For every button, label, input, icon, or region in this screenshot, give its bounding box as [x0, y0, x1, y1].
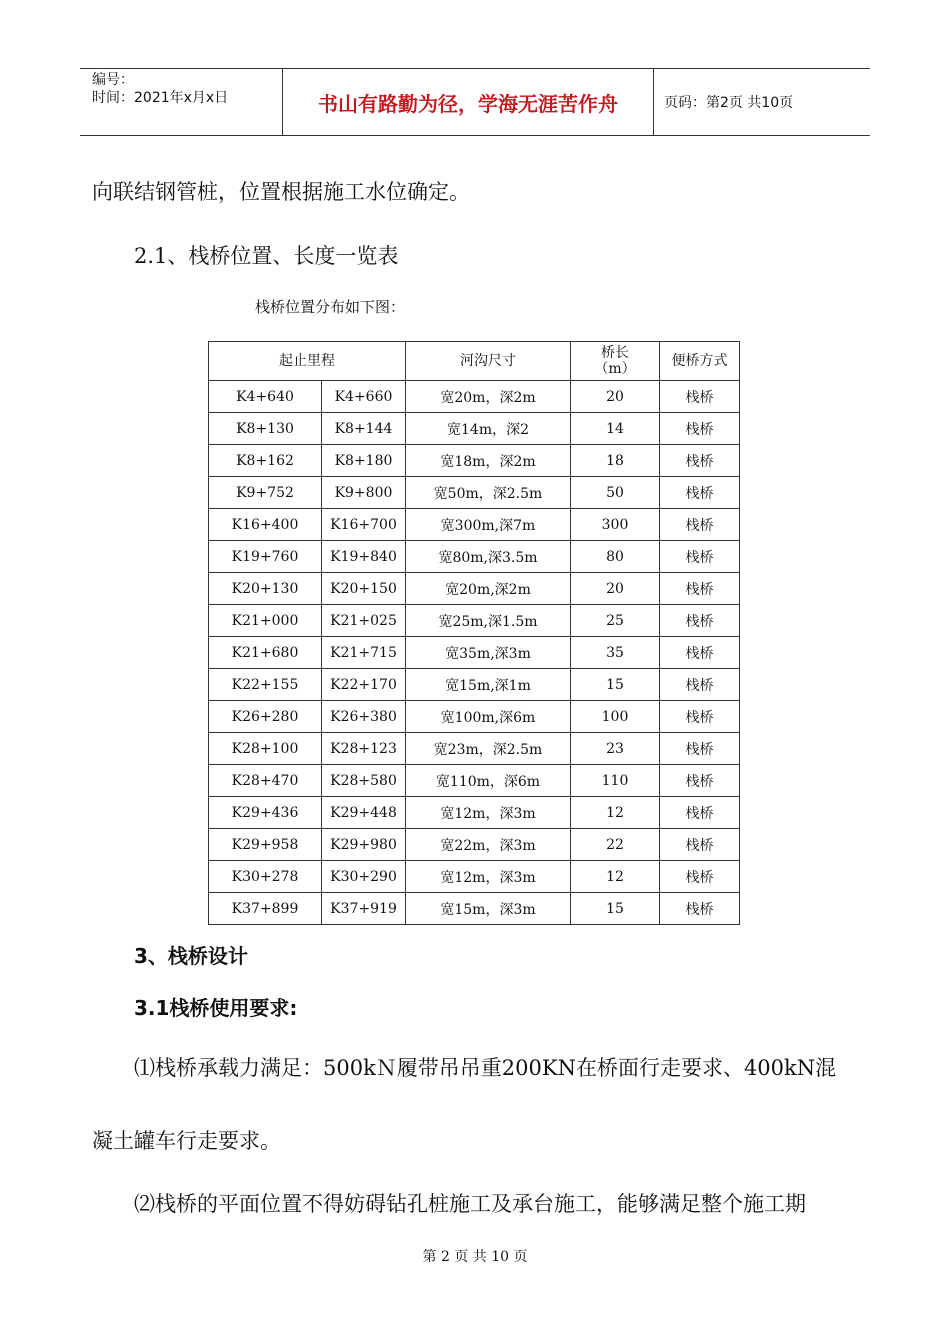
- cell-bridge-type: 栈桥: [660, 445, 740, 477]
- cell-end-mileage: K16+700: [322, 509, 406, 541]
- cell-start-mileage: K19+760: [209, 541, 322, 573]
- document-header: [80, 68, 870, 136]
- cell-start-mileage: K16+400: [209, 509, 322, 541]
- table-row: [209, 573, 740, 605]
- table-body: [209, 381, 740, 925]
- cell-end-mileage: K9+800: [322, 477, 406, 509]
- cell-end-mileage: K8+144: [322, 413, 406, 445]
- cell-start-mileage: K4+640: [209, 381, 322, 413]
- requirement-2-line-1: ⑵栈桥的平面位置不得妨碍钻孔桩施工及承台施工，能够满足整个施工期: [134, 1192, 806, 1216]
- cell-bridge-type: 栈桥: [660, 861, 740, 893]
- cell-start-mileage: K21+680: [209, 637, 322, 669]
- cell-end-mileage: K19+840: [322, 541, 406, 573]
- cell-bridge-length: 12: [571, 861, 660, 893]
- cell-ditch-size: 宽15m,深1m: [406, 669, 571, 701]
- cell-end-mileage: K20+150: [322, 573, 406, 605]
- cell-bridge-type: 栈桥: [660, 637, 740, 669]
- cell-bridge-length: 300: [571, 509, 660, 541]
- header-meta: [80, 69, 282, 135]
- cell-start-mileage: K29+958: [209, 829, 322, 861]
- cell-bridge-type: 栈桥: [660, 605, 740, 637]
- cell-bridge-length: 18: [571, 445, 660, 477]
- cell-bridge-length: 100: [571, 701, 660, 733]
- cell-bridge-length: 20: [571, 381, 660, 413]
- cell-bridge-type: 栈桥: [660, 413, 740, 445]
- cell-ditch-size: 宽80m,深3.5m: [406, 541, 571, 573]
- cell-ditch-size: 宽50m，深2.5m: [406, 477, 571, 509]
- cell-end-mileage: K29+448: [322, 797, 406, 829]
- cell-end-mileage: K28+580: [322, 765, 406, 797]
- section-heading-3-1: 3.1栈桥使用要求:: [134, 996, 298, 1020]
- cell-ditch-size: 宽35m,深3m: [406, 637, 571, 669]
- header-bridge-type-text: 便桥方式: [671, 353, 728, 369]
- cell-bridge-type: 栈桥: [660, 477, 740, 509]
- page-footer: 第 2 页 共 10 页: [422, 1249, 528, 1265]
- cell-start-mileage: K29+436: [209, 797, 322, 829]
- cell-ditch-size: 宽12m，深3m: [406, 861, 571, 893]
- table-row: [209, 733, 740, 765]
- cell-end-mileage: K21+715: [322, 637, 406, 669]
- table-row: [209, 797, 740, 829]
- table-header-row: [209, 342, 740, 381]
- cell-end-mileage: K26+380: [322, 701, 406, 733]
- cell-start-mileage: K37+899: [209, 893, 322, 925]
- cell-start-mileage: K21+000: [209, 605, 322, 637]
- cell-bridge-length: 15: [571, 893, 660, 925]
- cell-bridge-type: 栈桥: [660, 893, 740, 925]
- cell-bridge-type: 栈桥: [660, 573, 740, 605]
- header-mileage: 起止里程: [209, 342, 406, 381]
- cell-ditch-size: 宽110m，深6m: [406, 765, 571, 797]
- cell-end-mileage: K28+123: [322, 733, 406, 765]
- cell-bridge-length: 12: [571, 797, 660, 829]
- cell-start-mileage: K28+470: [209, 765, 322, 797]
- cell-bridge-type: 栈桥: [660, 765, 740, 797]
- cell-bridge-type: 栈桥: [660, 829, 740, 861]
- cell-bridge-type: 栈桥: [660, 701, 740, 733]
- requirement-1-line-1: ⑴栈桥承载力满足：500kＮ履带吊吊重200KN在桥面行走要求、400kN混: [134, 1056, 837, 1080]
- table-row: [209, 509, 740, 541]
- table-intro: 栈桥位置分布如下图：: [255, 298, 406, 316]
- cell-ditch-size: 宽23m，深2.5m: [406, 733, 571, 765]
- table-row: [209, 413, 740, 445]
- section-heading-3: 3、栈桥设计: [134, 944, 248, 968]
- cell-end-mileage: K21+025: [322, 605, 406, 637]
- header-bridge-length-text: 桥长（m）: [594, 345, 636, 377]
- table-row: [209, 701, 740, 733]
- cell-bridge-length: 15: [571, 669, 660, 701]
- cell-bridge-length: 20: [571, 573, 660, 605]
- section-heading-2-1: 2.1、栈桥位置、长度一览表: [134, 244, 399, 268]
- cell-end-mileage: K37+919: [322, 893, 406, 925]
- cell-ditch-size: 宽20m,深2m: [406, 573, 571, 605]
- body-line: 向联结钢管桩，位置根据施工水位确定。: [92, 180, 470, 204]
- cell-ditch-size: 宽20m，深2m: [406, 381, 571, 413]
- cell-ditch-size: 宽14m，深2: [406, 413, 571, 445]
- cell-bridge-length: 14: [571, 413, 660, 445]
- table-row: [209, 477, 740, 509]
- table-row: [209, 765, 740, 797]
- header-bridge-length: [571, 342, 660, 381]
- cell-bridge-type: 栈桥: [660, 509, 740, 541]
- table-row: [209, 861, 740, 893]
- cell-start-mileage: K22+155: [209, 669, 322, 701]
- cell-ditch-size: 宽300m,深7m: [406, 509, 571, 541]
- cell-bridge-type: 栈桥: [660, 541, 740, 573]
- table-row: [209, 669, 740, 701]
- cell-bridge-length: 110: [571, 765, 660, 797]
- cell-ditch-size: 宽100m,深6m: [406, 701, 571, 733]
- header-motto: 书山有路勤为径，学海无涯苦作舟: [282, 69, 654, 135]
- cell-start-mileage: K20+130: [209, 573, 322, 605]
- cell-start-mileage: K9+752: [209, 477, 322, 509]
- bridge-table: [208, 341, 740, 925]
- cell-end-mileage: K30+290: [322, 861, 406, 893]
- cell-ditch-size: 宽22m，深3m: [406, 829, 571, 861]
- cell-end-mileage: K29+980: [322, 829, 406, 861]
- cell-ditch-size: 宽15m，深3m: [406, 893, 571, 925]
- table-row: [209, 637, 740, 669]
- table-row: [209, 445, 740, 477]
- cell-start-mileage: K8+130: [209, 413, 322, 445]
- cell-bridge-length: 50: [571, 477, 660, 509]
- cell-bridge-length: 80: [571, 541, 660, 573]
- cell-end-mileage: K4+660: [322, 381, 406, 413]
- cell-bridge-type: 栈桥: [660, 381, 740, 413]
- table-row: [209, 605, 740, 637]
- cell-bridge-length: 25: [571, 605, 660, 637]
- time-label: 时间：2021年x月x日: [92, 90, 229, 106]
- cell-bridge-length: 22: [571, 829, 660, 861]
- cell-end-mileage: K8+180: [322, 445, 406, 477]
- cell-start-mileage: K30+278: [209, 861, 322, 893]
- cell-end-mileage: K22+170: [322, 669, 406, 701]
- cell-bridge-type: 栈桥: [660, 797, 740, 829]
- cell-bridge-type: 栈桥: [660, 669, 740, 701]
- table-row: [209, 381, 740, 413]
- cell-start-mileage: K26+280: [209, 701, 322, 733]
- cell-ditch-size: 宽12m，深3m: [406, 797, 571, 829]
- cell-bridge-length: 23: [571, 733, 660, 765]
- header-bridge-type: [660, 342, 740, 381]
- cell-start-mileage: K28+100: [209, 733, 322, 765]
- header-page-info: 页码：第2页 共10页: [664, 95, 794, 111]
- code-label: 编号：: [92, 72, 134, 88]
- requirement-1-line-2: 凝土罐车行走要求。: [92, 1129, 281, 1153]
- cell-ditch-size: 宽18m，深2m: [406, 445, 571, 477]
- header-ditch-size: 河沟尺寸: [406, 342, 571, 381]
- cell-ditch-size: 宽25m,深1.5m: [406, 605, 571, 637]
- cell-bridge-length: 35: [571, 637, 660, 669]
- table-row: [209, 541, 740, 573]
- table-row: [209, 893, 740, 925]
- table-row: [209, 829, 740, 861]
- cell-start-mileage: K8+162: [209, 445, 322, 477]
- cell-bridge-type: 栈桥: [660, 733, 740, 765]
